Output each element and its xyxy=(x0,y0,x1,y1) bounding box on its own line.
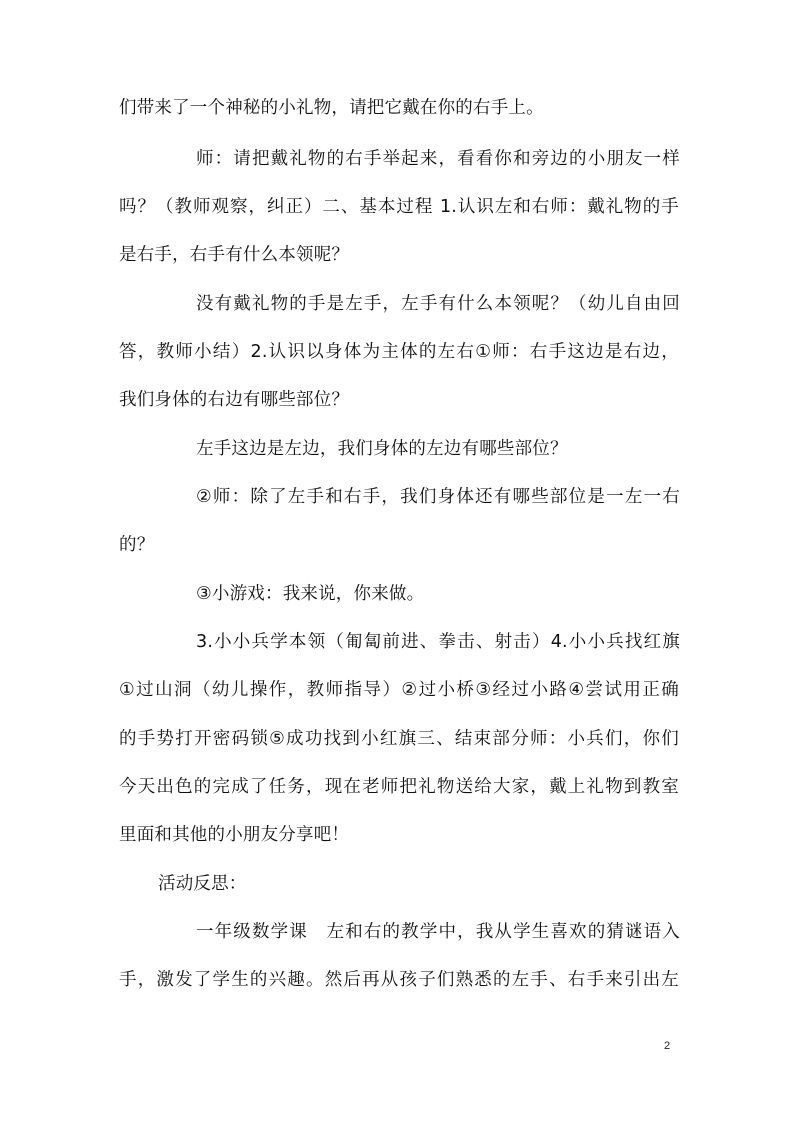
paragraph-line: 们带来了一个神秘的小礼物，请把它戴在你的右手上。 xyxy=(119,98,544,118)
paragraph-line: ②师：除了左手和右手，我们身体还有哪些部位是一左一右 xyxy=(196,487,680,507)
paragraph-line: 一年级数学课 左和右的教学中，我从学生喜欢的猜谜语入 xyxy=(196,922,680,942)
paragraph-line: 左手这边是左边，我们身体的左边有哪些部位？ xyxy=(196,439,568,459)
paragraph-line: 的？ xyxy=(119,535,155,555)
paragraph-line: 里面和其他的小朋友分享吧！ xyxy=(119,825,350,845)
paragraph-line: 的手势打开密码锁⑤成功找到小红旗三、结束部分师：小兵们，你们 xyxy=(119,729,679,749)
page-number: 2 xyxy=(664,1040,671,1052)
paragraph-line: ①过山洞（幼儿操作，教师指导）②过小桥③经过小路④尝试用正确 xyxy=(119,680,679,700)
paragraph-line: 我们身体的右边有哪些部位？ xyxy=(119,390,350,410)
section-heading: 活动反思： xyxy=(158,874,247,894)
paragraph-line: 3.小小兵学本领（匍匐前进、拳击、射击）4.小小兵找红旗 xyxy=(196,632,680,652)
paragraph-line: 今天出色的完成了任务，现在老师把礼物送给大家，戴上礼物到教室 xyxy=(119,777,679,797)
paragraph-line: ③小游戏：我来说，你来做。 xyxy=(196,584,425,604)
paragraph-line: 答，教师小结）2.认识以身体为主体的左右①师：右手这边是右边， xyxy=(119,342,679,362)
paragraph-line: 是右手，右手有什么本领呢？ xyxy=(119,245,350,265)
paragraph-line: 手，激发了学生的兴趣。然后再从孩子们熟悉的左手、右手来引出左 xyxy=(119,970,679,990)
paragraph-line: 师：请把戴礼物的右手举起来，看看你和旁边的小朋友一样 xyxy=(196,149,680,169)
paragraph-line: 没有戴礼物的手是左手，左手有什么本领呢？（幼儿自由回 xyxy=(196,294,680,314)
paragraph-line: 吗？（教师观察，纠正）二、基本过程 1.认识左和右师：戴礼物的手 xyxy=(119,197,679,217)
